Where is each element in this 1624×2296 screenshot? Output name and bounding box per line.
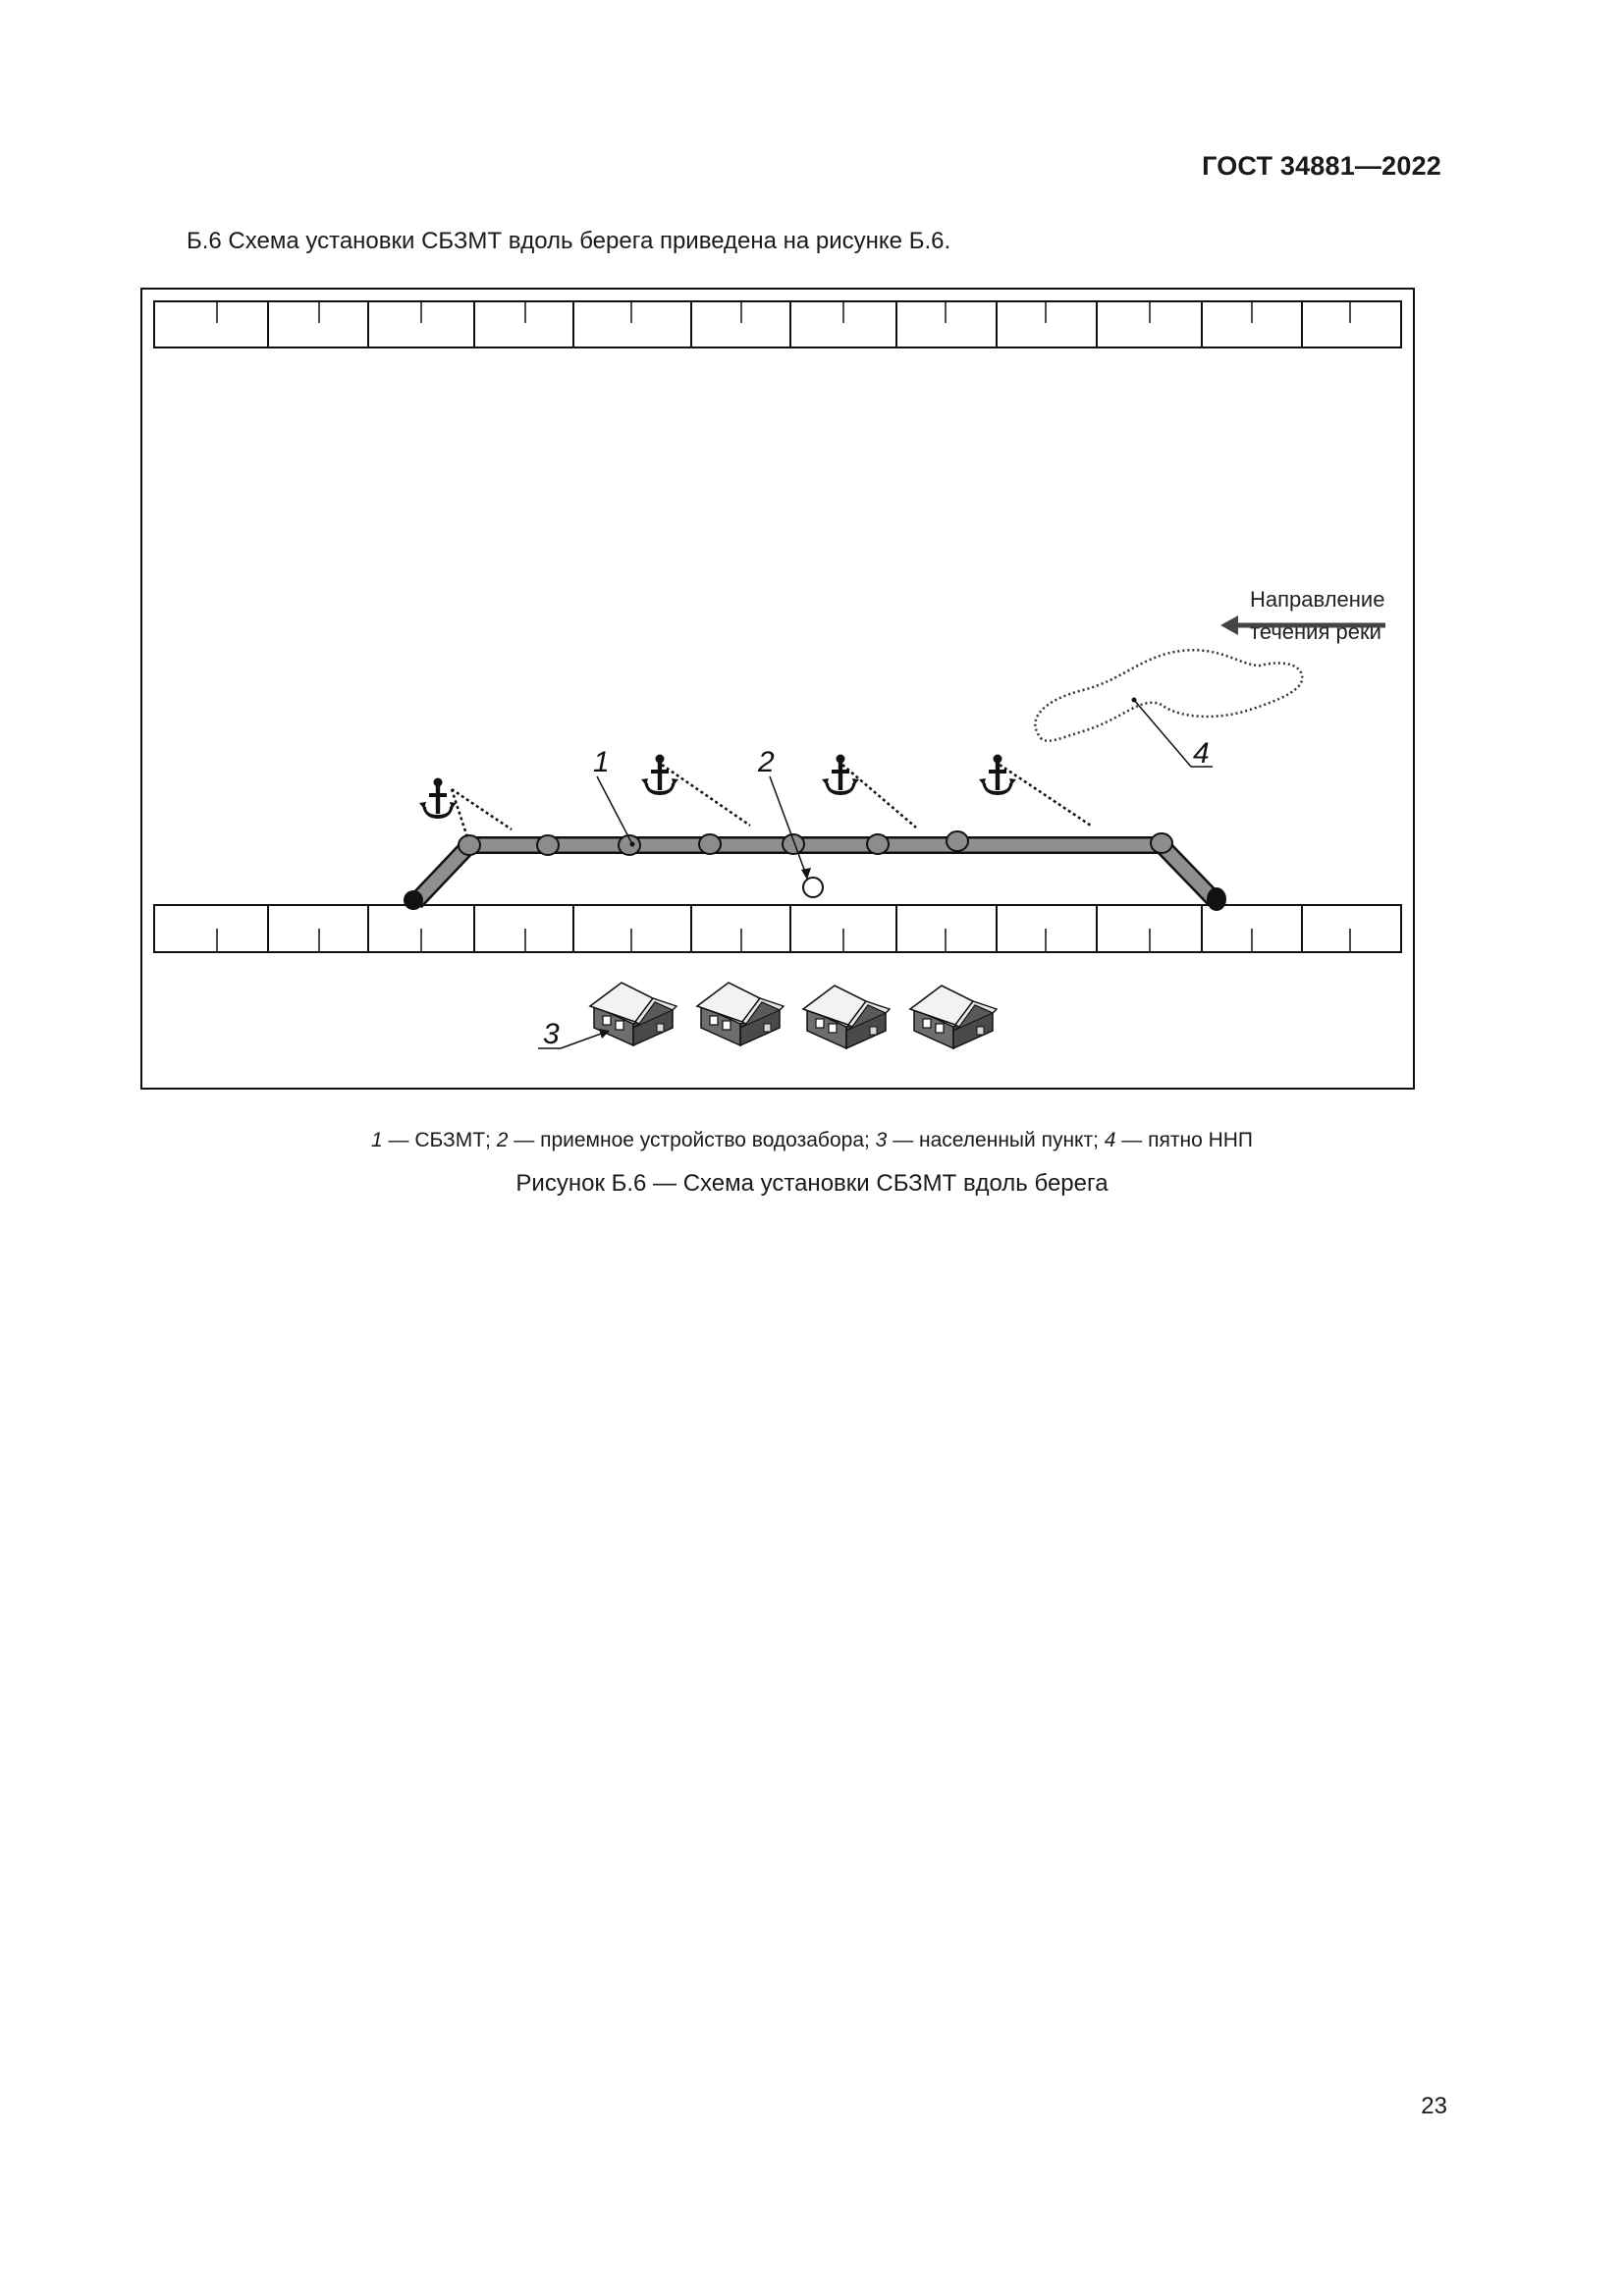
- legend-number-4: 4: [1104, 1129, 1116, 1151]
- callout-3: 3: [543, 1018, 560, 1050]
- anchor-icon: [641, 755, 678, 796]
- flow-direction-label-2: течения реки: [1250, 619, 1381, 644]
- legend-text-4: — пятно ННП: [1115, 1129, 1254, 1151]
- boom-sbzmt: [404, 831, 1226, 911]
- legend-text-2: — приемное устройство водозабора;: [508, 1129, 876, 1151]
- figure-caption: Рисунок Б.6 — Схема установки СБЗМТ вдоль берега: [515, 1170, 1109, 1197]
- document-header: ГОСТ 34881—2022: [1202, 151, 1441, 181]
- water-intake: [803, 878, 823, 897]
- flow-direction-label-1: Направление: [1250, 587, 1385, 612]
- callout-1: 1: [593, 746, 610, 778]
- anchor-icon: [822, 755, 859, 796]
- legend-text-1: — СБЗМТ;: [382, 1129, 497, 1151]
- callout-4: 4: [1193, 737, 1210, 770]
- anchor-icon: [979, 755, 1016, 796]
- callout-2: 2: [758, 746, 775, 778]
- figure-b6: [140, 288, 1415, 1090]
- legend-text-3: — населенный пункт;: [887, 1129, 1105, 1151]
- legend-number-3: 3: [875, 1129, 888, 1151]
- figure-diagram: [140, 288, 1415, 1090]
- oil-slick: [1035, 650, 1302, 741]
- figure-legend: [0, 1129, 1624, 1152]
- house-icon: [697, 983, 784, 1045]
- house-icon: [910, 986, 997, 1048]
- anchor-icon: [419, 778, 457, 820]
- intro-paragraph: Б.6 Схема установки СБЗМТ вдоль берега приведена на рисунке Б.6.: [187, 228, 951, 254]
- page-number: 23: [1421, 2093, 1447, 2119]
- legend-number-2: 2: [496, 1129, 509, 1151]
- legend-number-1: 1: [370, 1129, 383, 1151]
- house-icon: [803, 986, 890, 1048]
